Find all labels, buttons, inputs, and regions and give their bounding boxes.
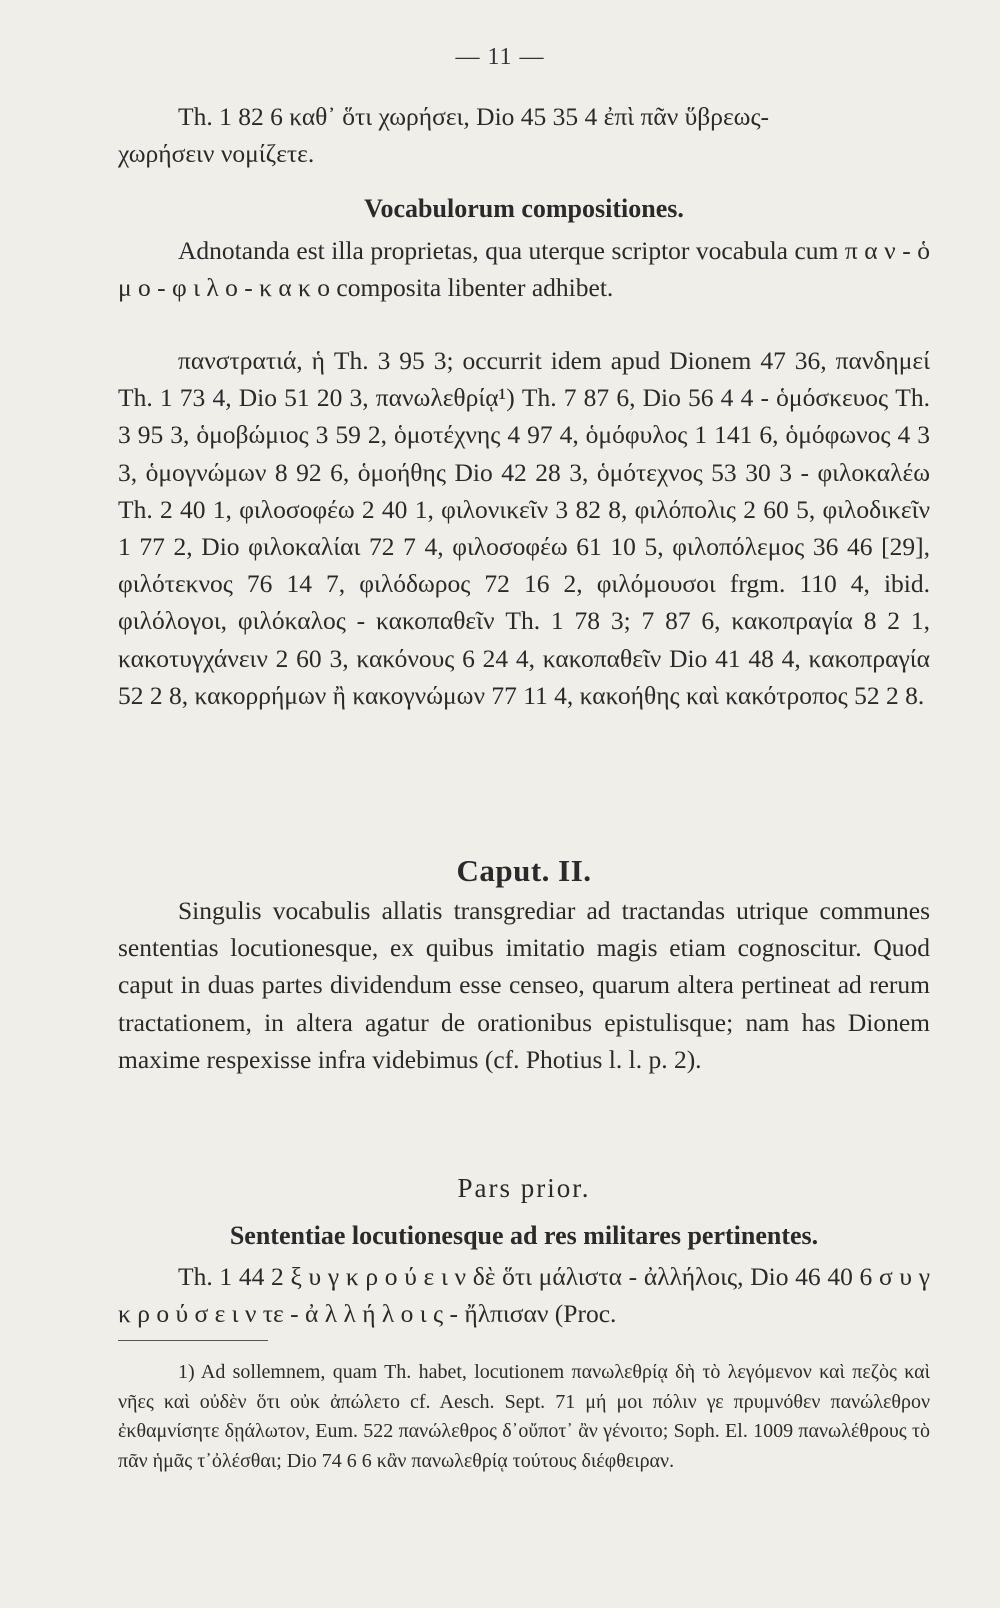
footnote-divider [118, 1340, 268, 1341]
paragraph-text: Adnotanda est illa proprietas, qua uterque scriptor vocabula cum π α ν - ὁ μ ο - φ ι λ ο - κ α κ ο composita libenter adhibet. [118, 236, 930, 303]
paragraph-th-1-44 [118, 1258, 930, 1332]
heading-vocabulorum: Vocabulorum compositiones. [364, 194, 684, 223]
heading-caput: Caput. II. [456, 853, 592, 888]
page-number-header: — 11 — [455, 44, 545, 70]
paragraph-examples [118, 342, 930, 714]
main-text [118, 98, 930, 172]
paragraph-singulis [118, 892, 930, 1078]
paragraph-continuation-1 [118, 98, 930, 135]
heading-sententiae: Sententiae locutionesque ad res militares pertinentes. [229, 1221, 819, 1250]
footnote-1 [118, 1358, 930, 1476]
heading-pars-prior: Pars prior. [457, 1173, 591, 1203]
line-1: Th. 1 82 6 καθ᾽ ὅτι χωρήσει, Dio 45 35 4 ἐπὶ πᾶν ὕβρεως- [178, 102, 770, 131]
paragraph-text: Singulis vocabulis allatis transgrediar ad tractandas utrique communes sententias locutionesque, ex quibus imitatio magis etiam cognoscitur. Quod caput in duas partes dividendum esse censeo, quarum altera pertineat ad rerum tractationem, in altera agatur de orationibus epistulisque; nam has Dionem maxime respexisse infra videbimus (cf. Photius l. l. p. 2). [118, 896, 930, 1074]
paragraph-text: πανστρατιά, ἡ Th. 3 95 3; occurrit idem apud Dionem 47 36, πανδημεί Th. 1 73 4, Dio 51 20 3, πανωλεθρίᾳ¹) Th. 7 87 6, Dio 56 4 4 - ὁμόσκευος Th. 3 95 3, ὁμοβώμιος 3 59 2, ὁμοτέχνης 4 97 4, ὁμόφυλος 1 141 6, ὁμόφωνος 4 3 3, ὁμογνώμων 8 92 6, ὁμοήθης Dio 42 28 3, ὁμότεχνος 53 30 3 - φιλοκαλέω Th. 2 40 1, φιλοσοφέω 2 40 1, φιλονικεῖν 3 82 8, φιλόπολις 2 60 5, φιλοδικεῖν 1 77 2, Dio φιλοκαλίαι 72 7 4, φιλοσοφέω 61 10 5, φιλοπόλεμος 36 46 [29], φιλότεκνος 76 14 7, φιλόδωρος 72 16 2, φιλόμουσοι frgm. 110 4, ibid. φιλόλογοι, φιλόκαλος - κακοπαθεῖν Th. 1 78 3; 7 87 6, κακοπραγία 8 2 1, κακοτυγχάνειν 2 60 3, κακόνους 6 24 4, κακοπαθεῖν Dio 41 48 4, κακοπραγία 52 2 8, κακορρήμων ἢ κακογνώμων 77 11 4, κακοήθης καὶ κακότροπος 52 2 8. [118, 346, 930, 710]
paragraph-text: Th. 1 44 2 ξ υ γ κ ρ ο ύ ε ι ν δὲ ὅτι μάλιστα - ἀλλήλοις, Dio 46 40 6 σ υ γ κ ρ ο ύ σ ε ι ν τε - ἀ λ λ ή λ ο ι ς - ἤλπισαν (Proc. [118, 1262, 930, 1329]
footnote-text: 1) Ad sollemnem, quam Th. habet, locutionem πανωλεθρίᾳ δὴ τὸ λεγόμενον καὶ πεζὸς καὶ νῆες καὶ οὐδὲν ὅτι οὐκ ἀπώλετο cf. Aesch. Sept. 71 μή μοι πόλιν γε πρυμνόθεν πανώλεθρον ἐκθαμνίσητε δῃάλωτον, Eum. 522 πανώλεθρος δ᾽οὔποτ᾽ ἂν γένοιτο; Soph. El. 1009 πανωλέθρους τὸ πᾶν ἡμᾶς τ᾽ὀλέσθαι; Dio 74 6 6 κἂν πανωλεθρίᾳ τούτους διέφθειραν. [118, 1361, 930, 1472]
paragraph-adnotanda [118, 232, 930, 306]
paragraph-continuation-2: χωρήσειν νομίζετε. [118, 139, 315, 169]
